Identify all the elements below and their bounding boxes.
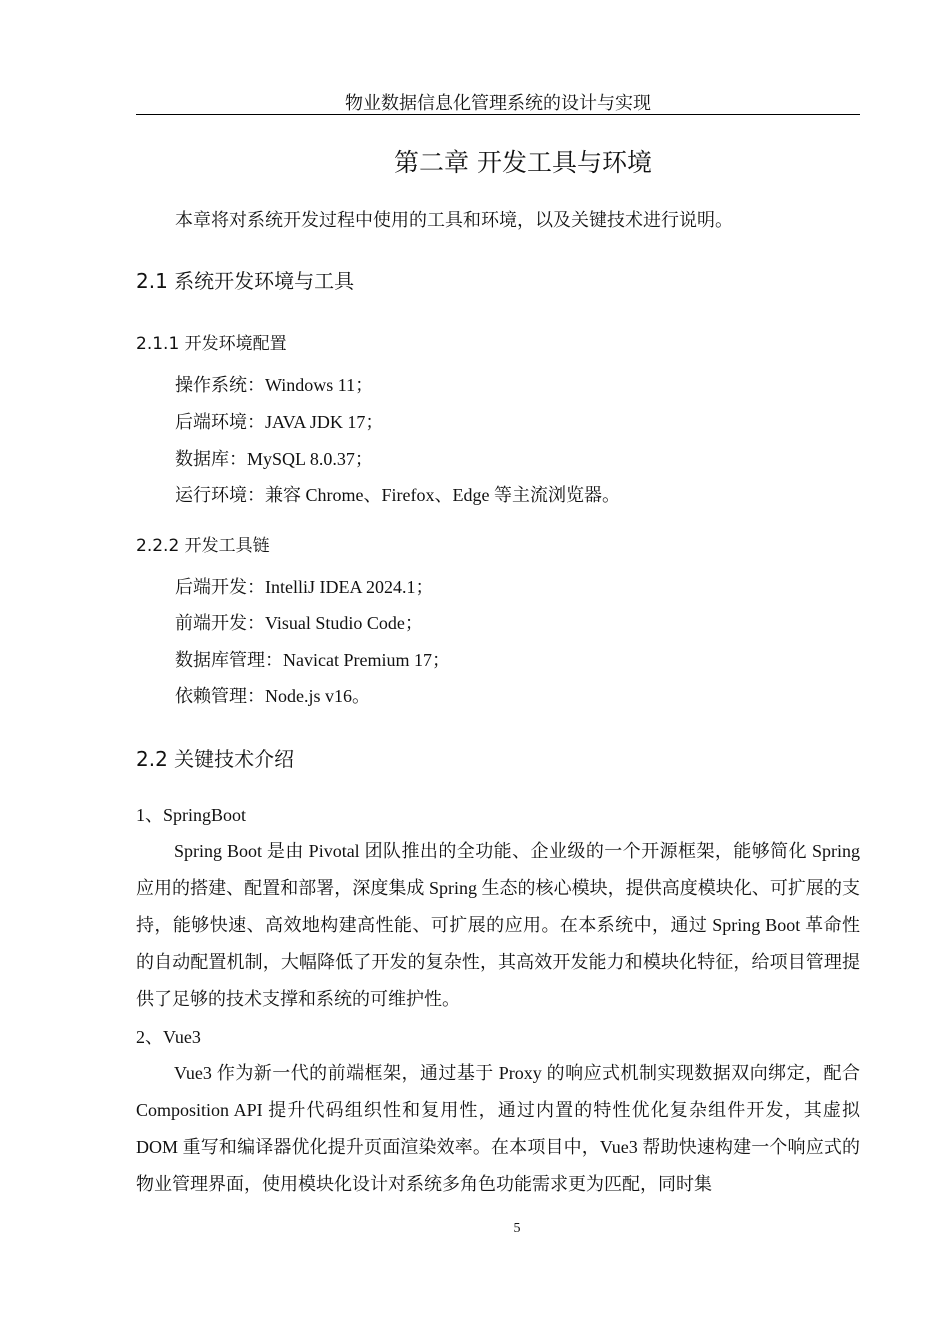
running-header: 物业数据信息化管理系统的设计与实现 <box>136 92 860 115</box>
env-item-runtime: 运行环境：兼容 Chrome、Firefox、Edge 等主流浏览器。 <box>175 485 620 505</box>
section-heading-2-2: 2.2 关键技术介绍 <box>136 747 295 771</box>
tool-item-deps: 依赖管理：Node.js v16。 <box>175 686 370 706</box>
env-item-os: 操作系统：Windows 11； <box>175 375 374 395</box>
subsection-heading-2-1-1: 2.1.1 开发环境配置 <box>136 334 287 354</box>
chapter-title: 第二章 开发工具与环境 <box>394 148 652 177</box>
page-number: 5 <box>513 1221 521 1236</box>
section-heading-2-1: 2.1 系统开发环境与工具 <box>136 269 355 293</box>
chapter-intro: 本章将对系统开发过程中使用的工具和环境，以及关键技术进行说明。 <box>175 210 733 230</box>
tool-item-frontend: 前端开发：Visual Studio Code； <box>175 613 423 633</box>
env-item-database: 数据库：MySQL 8.0.37； <box>175 449 373 469</box>
tech-label-vue3: 2、Vue3 <box>136 1027 201 1047</box>
tool-item-backend: 后端开发：IntelliJ IDEA 2024.1； <box>175 577 434 597</box>
env-item-backend: 后端环境：JAVA JDK 17； <box>175 412 384 432</box>
subsection-heading-2-2-2: 2.2.2 开发工具链 <box>136 536 270 556</box>
paragraph-springboot: Spring Boot 是由 Pivotal 团队推出的全功能、企业级的一个开源框架，能够简化 Spring 应用的搭建、配置和部署，深度集成 Spring 生态的核心模块，提供高度模块化、可扩展的支持，能够快速、高效地构建高性能、可扩展的应用。在本系统中，通过 Spring Boot 革命性的自动配置机制，大幅降低了开发的复杂性，其高效开发能力和模块化特征，给项目管理提供了足够的技术支撑和系统的可维护性。 <box>136 841 860 1009</box>
tool-item-db-admin: 数据库管理：Navicat Premium 17； <box>175 650 450 670</box>
tech-label-springboot: 1、SpringBoot <box>136 805 247 825</box>
paragraph-vue3: Vue3 作为新一代的前端框架，通过基于 Proxy 的响应式机制实现数据双向绑定，配合 Composition API 提升代码组织性和复用性，通过内置的特性优化复杂组件开发，其虚拟 DOM 重写和编译器优化提升页面渲染效率。在本项目中，Vue3 帮助快速构建一个响应式的物业管理界面，使用模块化设计对系统多角色功能需求更为匹配，同时集 <box>136 1063 860 1194</box>
